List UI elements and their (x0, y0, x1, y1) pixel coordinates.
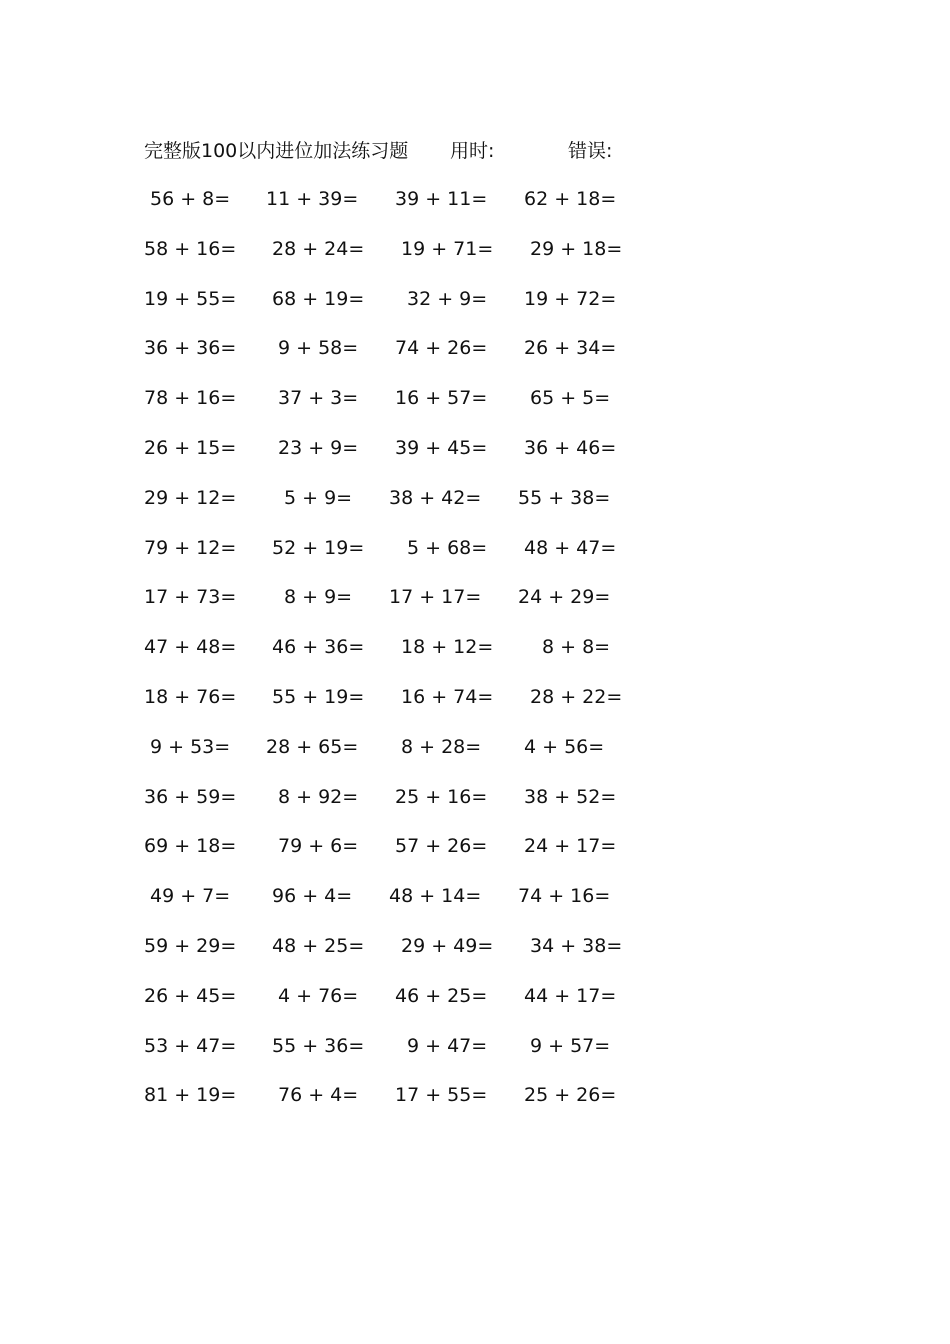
problem-item: 74 + 26= (395, 337, 488, 360)
problem-item: 17 + 17= (389, 586, 482, 609)
problem-item: 18 + 12= (401, 636, 494, 659)
problem-item: 9 + 58= (278, 337, 359, 360)
worksheet-header (0, 136, 950, 166)
problem-item: 55 + 38= (518, 486, 611, 509)
problem-item: 19 + 72= (524, 287, 617, 310)
problem-item: 29 + 12= (144, 486, 237, 509)
problem-item: 29 + 49= (401, 934, 494, 957)
problem-item: 26 + 34= (524, 337, 617, 360)
problem-item: 56 + 8= (150, 188, 231, 210)
problem-row (0, 1031, 950, 1081)
problem-item: 8 + 92= (278, 785, 359, 808)
problem-row (0, 582, 950, 632)
problem-item: 96 + 4= (272, 885, 353, 908)
time-used-label: 用时: (450, 140, 495, 162)
problem-item: 46 + 25= (395, 984, 488, 1007)
problem-item: 25 + 26= (524, 1084, 617, 1107)
problem-item: 62 + 18= (524, 188, 617, 210)
problem-item: 17 + 55= (395, 1084, 488, 1107)
problem-item: 36 + 46= (524, 436, 617, 459)
problem-item: 48 + 14= (389, 885, 482, 908)
problem-item: 78 + 16= (144, 387, 237, 410)
problem-item: 48 + 47= (524, 536, 617, 559)
problem-item: 5 + 9= (284, 486, 353, 509)
problem-item: 38 + 42= (389, 486, 482, 509)
problem-item: 9 + 47= (407, 1034, 488, 1057)
problem-item: 34 + 38= (530, 934, 623, 957)
problem-row (0, 682, 950, 732)
problem-item: 9 + 53= (150, 735, 231, 758)
problem-item: 19 + 71= (401, 237, 494, 260)
problem-item: 25 + 16= (395, 785, 488, 808)
problem-row (0, 284, 950, 334)
problem-row (0, 433, 950, 483)
problem-item: 39 + 45= (395, 436, 488, 459)
problem-item: 24 + 17= (524, 835, 617, 858)
errors-label: 错误: (568, 140, 613, 162)
problem-item: 26 + 45= (144, 984, 237, 1007)
problem-item: 24 + 29= (518, 586, 611, 609)
problem-row (0, 184, 950, 234)
problem-item: 49 + 7= (150, 885, 231, 908)
problem-row (0, 632, 950, 682)
problem-item: 26 + 15= (144, 436, 237, 459)
problem-item: 53 + 47= (144, 1034, 237, 1057)
problem-item: 81 + 19= (144, 1084, 237, 1107)
problem-item: 69 + 18= (144, 835, 237, 858)
problem-item: 28 + 22= (530, 685, 623, 708)
problem-item: 8 + 8= (542, 636, 611, 659)
problem-item: 16 + 74= (401, 685, 494, 708)
problem-row (0, 881, 950, 931)
problem-item: 4 + 76= (278, 984, 359, 1007)
problem-item: 47 + 48= (144, 636, 237, 659)
problem-item: 9 + 57= (530, 1034, 611, 1057)
problem-item: 19 + 55= (144, 287, 237, 310)
problem-item: 55 + 36= (272, 1034, 365, 1057)
problem-item: 76 + 4= (278, 1084, 359, 1107)
problem-item: 8 + 9= (284, 586, 353, 609)
worksheet-title: 完整版100以内进位加法练习题 (144, 140, 409, 162)
problem-item: 46 + 36= (272, 636, 365, 659)
problem-item: 28 + 24= (272, 237, 365, 260)
problem-item: 44 + 17= (524, 984, 617, 1007)
problem-item: 39 + 11= (395, 188, 488, 210)
problem-item: 38 + 52= (524, 785, 617, 808)
problem-item: 37 + 3= (278, 387, 359, 410)
problem-item: 23 + 9= (278, 436, 359, 459)
problem-item: 55 + 19= (272, 685, 365, 708)
problem-row (0, 931, 950, 981)
problem-row (0, 333, 950, 383)
problem-row (0, 483, 950, 533)
problem-item: 36 + 59= (144, 785, 237, 808)
problem-item: 68 + 19= (272, 287, 365, 310)
problem-item: 52 + 19= (272, 536, 365, 559)
problem-item: 57 + 26= (395, 835, 488, 858)
problem-item: 79 + 6= (278, 835, 359, 858)
problem-row (0, 981, 950, 1031)
problem-item: 36 + 36= (144, 337, 237, 360)
problem-row (0, 533, 950, 583)
problem-row (0, 732, 950, 782)
problem-item: 65 + 5= (530, 387, 611, 410)
problem-row (0, 782, 950, 832)
problem-item: 11 + 39= (266, 188, 359, 210)
problem-row (0, 234, 950, 284)
problem-item: 28 + 65= (266, 735, 359, 758)
problem-item: 16 + 57= (395, 387, 488, 410)
problem-item: 18 + 76= (144, 685, 237, 708)
problem-row (0, 383, 950, 433)
problem-row (0, 1080, 950, 1130)
problem-item: 59 + 29= (144, 934, 237, 957)
problem-item: 79 + 12= (144, 536, 237, 559)
problem-item: 58 + 16= (144, 237, 237, 260)
problem-row (0, 831, 950, 881)
problem-item: 4 + 56= (524, 735, 605, 758)
problem-item: 5 + 68= (407, 536, 488, 559)
problem-item: 8 + 28= (401, 735, 482, 758)
problem-grid (0, 184, 950, 1130)
problem-item: 74 + 16= (518, 885, 611, 908)
problem-item: 17 + 73= (144, 586, 237, 609)
problem-item: 29 + 18= (530, 237, 623, 260)
problem-item: 32 + 9= (407, 287, 488, 310)
problem-item: 48 + 25= (272, 934, 365, 957)
